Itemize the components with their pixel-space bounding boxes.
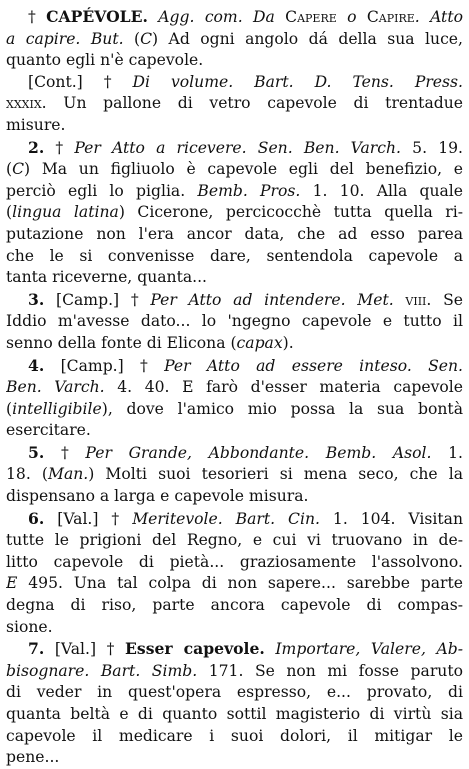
text-run: ( [6, 399, 13, 418]
text-run: Meritevole. Bart. Cin. [132, 509, 320, 528]
text-line [6, 289, 463, 312]
text-run: Di volume. Bart. D. Tens. Press. [132, 72, 463, 91]
text-run: Bemb. Pros. [197, 181, 301, 200]
text-line [6, 420, 463, 442]
text-run: degna di riso, parte ancora capevole di compas- [6, 596, 463, 615]
text-run: 1. 10. Alla quale [300, 181, 463, 200]
text-run: 1. [431, 443, 463, 462]
text-run: Man. [47, 465, 89, 484]
text-run: [Cont.] † [28, 72, 133, 91]
text-line [6, 508, 463, 531]
text-run: capax [236, 333, 283, 352]
text-run: Per Atto a ricevere. Sen. Ben. Varch. [74, 138, 401, 157]
text-run: pene... [6, 748, 60, 767]
text-run: † [44, 138, 75, 157]
text-line [6, 638, 463, 661]
text-run: [Val.] † [44, 640, 126, 659]
text-run: E [6, 574, 18, 593]
text-run: Per Atto ad intendere. Met. [150, 290, 394, 309]
text-run: tutte le prigioni del Regno, e cui vi truovano in de- [6, 531, 463, 550]
text-line [6, 661, 463, 683]
text-line [6, 29, 463, 51]
text-line [6, 333, 463, 355]
text-run: 3. [28, 289, 45, 309]
text-run: putazione non l'era ancor data, che ad esso parea [6, 224, 463, 243]
text-run: [Camp.] † [44, 356, 165, 375]
text-line [6, 246, 463, 268]
text-line [6, 726, 463, 748]
text-run [148, 8, 158, 26]
text-run: esercitare. [6, 421, 91, 440]
text-run: Ben. Varch. [6, 378, 105, 397]
text-line [6, 355, 463, 378]
text-run: 5. 19. [401, 138, 463, 157]
text-line [6, 224, 463, 246]
text-run [394, 291, 406, 309]
text-run: perciò egli lo piglia. [6, 181, 198, 200]
text-run: 18. ( [6, 465, 48, 484]
text-run: 495. Una tal colpa di non sapere... sarebbe parte [17, 574, 463, 593]
text-line [6, 267, 463, 289]
text-run: ( [6, 160, 13, 179]
text-line [6, 181, 463, 203]
text-run: Capire [366, 8, 415, 26]
text-run: [Camp.] † [44, 290, 151, 309]
text-run: Iddio m'avesse dato... lo 'ngegno capevole e tutto il [6, 312, 463, 331]
text-run: C [140, 29, 153, 48]
text-run: ) Molti suoi tesorieri si mena seco, che la [88, 465, 463, 484]
text-line [6, 93, 463, 115]
text-line [6, 115, 463, 137]
text-run: Importare, Valere, Ab- [275, 640, 463, 659]
text-run: capevole il medicare i suoi dolori, il mitigar le [6, 726, 463, 745]
text-run: 4. [28, 355, 45, 375]
text-run: viii [405, 290, 427, 309]
text-run: tanta riceverne, quanta... [6, 268, 208, 287]
text-line [6, 50, 463, 72]
text-run: ( [6, 203, 13, 222]
text-run: Agg. com. Da [158, 8, 286, 26]
text-line [6, 617, 463, 639]
text-run: ( [123, 29, 141, 48]
text-line [6, 442, 463, 465]
text-run: che le si convenisse dare, sentendola capevole a [6, 246, 463, 265]
text-run: xxxix [6, 94, 42, 113]
text-line [6, 399, 463, 421]
text-run: quanta beltà e di quanto sottil magisterio di virtù sia [6, 705, 463, 723]
text-run: 1. 104. Visitan [319, 509, 463, 528]
text-run: di veder in quest'opera espresso, e... provato, di [6, 683, 463, 702]
text-line [6, 137, 463, 160]
text-run: 2. [28, 137, 45, 157]
text-run: . Se [426, 290, 463, 309]
text-run: ) Ad ogni angolo dá della sua luce, [152, 29, 463, 48]
text-run: Esser capevole. [125, 639, 265, 659]
text-run: misure. [6, 115, 66, 134]
text-line [6, 595, 463, 617]
text-run: ). [282, 333, 294, 352]
text-line [6, 682, 463, 704]
text-run [265, 640, 276, 658]
text-line [6, 530, 463, 552]
text-run: bisognare. Bart. Simb. [6, 661, 198, 680]
text-run: Capere [285, 8, 337, 26]
text-run: C [12, 160, 25, 179]
text-line [6, 159, 463, 181]
text-run: o [336, 8, 367, 26]
text-line [6, 72, 463, 94]
text-run: 6. [28, 508, 45, 528]
text-run: sione. [6, 617, 53, 636]
text-line [6, 377, 463, 399]
text-run: dispensano a larga e capevole misura. [6, 487, 309, 506]
text-line [6, 6, 463, 29]
text-run: quanto egli n'è capevole. [6, 51, 204, 70]
text-run: senno della fonte di Elicona ( [6, 333, 237, 352]
text-run: ) Cicerone, percicocchè tutta quella ri- [118, 203, 463, 222]
text-line [6, 464, 463, 486]
text-run: 5. [28, 442, 45, 462]
text-run: lingua latina [12, 203, 119, 222]
text-run: Per Atto ad essere inteso. Sen. [164, 356, 463, 375]
text-run: ), dove l'amico mio possa la sua bontà [101, 399, 463, 418]
text-line [6, 704, 463, 726]
text-line [6, 552, 463, 574]
text-run: Per Grande, Abbondante. Bemb. Asol. [85, 443, 432, 462]
text-run: a capire. But. [6, 29, 124, 48]
text-run: litto capevole di pietà... graziosamente l'assolvono. [6, 552, 463, 571]
text-line [6, 202, 463, 224]
text-run: CAPÉVOLE. [46, 7, 148, 26]
text-run: intelligibile [12, 399, 102, 418]
text-run: 7. [28, 639, 45, 659]
text-run: ) Ma un figliuolo è capevole egli del benefizio, e [24, 160, 463, 179]
text-run: . Un pallone di vetro capevole di trentadue [41, 94, 463, 113]
text-line [6, 747, 463, 769]
text-run: † [44, 443, 86, 462]
text-run: 171. Se non mi fosse paruto [197, 661, 463, 680]
text-run: [Val.] † [44, 509, 133, 528]
dictionary-entry-capevole [6, 6, 463, 769]
text-line [6, 486, 463, 508]
text-run: . Atto [414, 8, 463, 26]
text-run: 4. 40. E farò d'esser materia capevole [104, 378, 463, 397]
text-line [6, 573, 463, 595]
text-run: † [28, 8, 47, 26]
text-line [6, 311, 463, 333]
